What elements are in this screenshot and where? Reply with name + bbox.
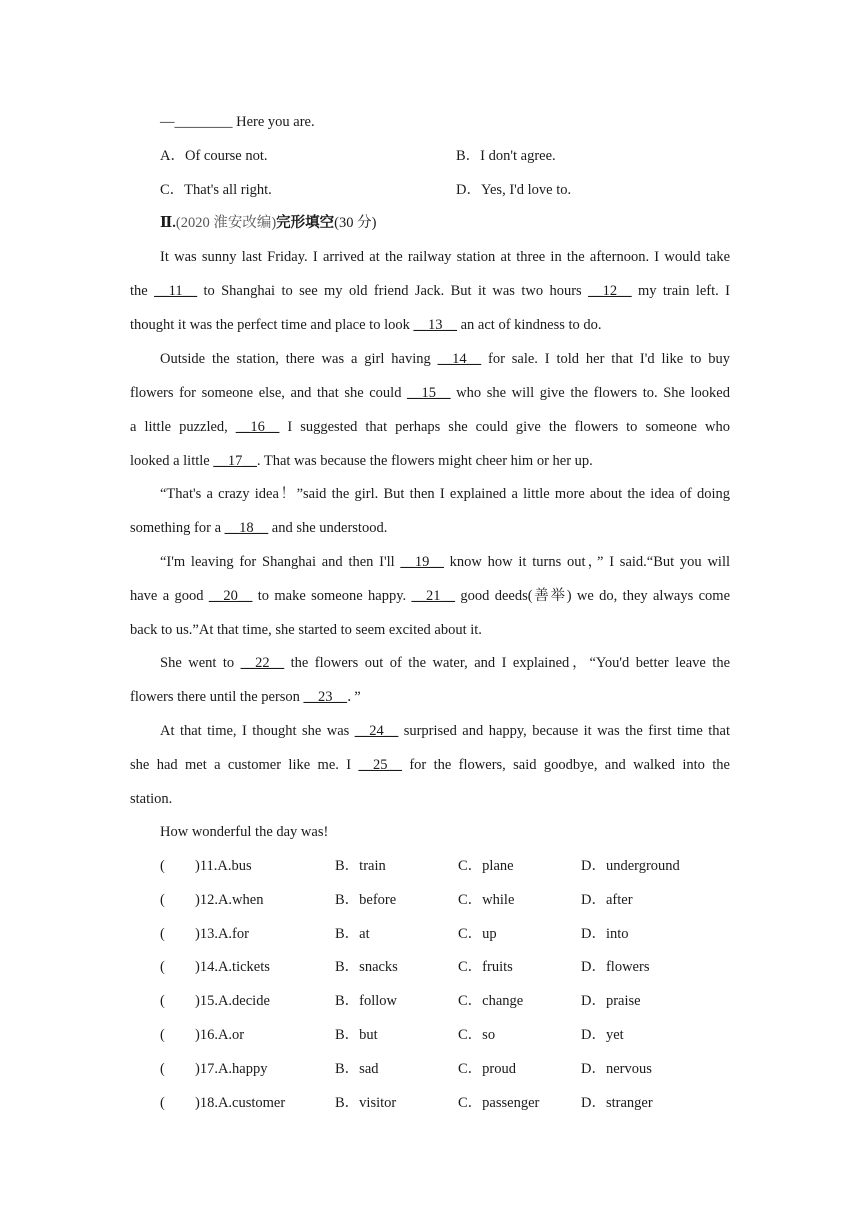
passage-line [130,281,730,301]
passage-text: She went to [160,655,241,671]
blank-number[interactable]: __18__ [224,520,269,536]
q10-option-c[interactable]: C．That's all right. [160,182,272,198]
answer-bracket[interactable]: ( [160,959,165,975]
passage-text: she had met a customer like me. I [130,757,359,773]
option-a[interactable]: )11.A.bus [195,858,252,874]
q10-option-a[interactable]: A．Of course not. [160,148,268,164]
passage-line [160,484,730,504]
answer-bracket[interactable]: ( [160,926,165,942]
option-c[interactable]: C．up [458,926,497,942]
passage-line [130,383,730,403]
option-d[interactable]: D．into [581,926,629,942]
option-c[interactable]: C．change [458,993,524,1009]
option-d[interactable]: D．after [581,892,633,908]
option-c[interactable]: C．so [458,1027,496,1043]
passage-line [130,789,730,809]
passage-text: to Shanghai to see my old friend Jack. But it was two hours [197,283,589,299]
blank-number[interactable]: __24__ [354,723,399,739]
option-b[interactable]: B．train [335,858,386,874]
section-heading [160,213,730,233]
option-b[interactable]: B．before [335,892,397,908]
option-c[interactable]: C．proud [458,1061,516,1077]
passage-text: How wonderful the day was! [160,824,329,840]
option-b[interactable]: B．sad [335,1061,379,1077]
option-a[interactable]: )15.A.decide [195,993,270,1009]
passage-line [130,451,730,471]
option-d[interactable]: D．underground [581,858,680,874]
answer-bracket[interactable]: ( [160,858,165,874]
passage-line [160,247,730,267]
passage-line [130,620,730,640]
section-score: (30 分) [334,215,377,231]
q10-reply-text: —________ Here you are. [160,114,315,130]
q10-options-row-1 [160,146,730,166]
passage-text: the flowers out of the water, and I explained，“You'd better leave the [284,655,731,671]
answer-bracket[interactable]: ( [160,892,165,908]
option-d[interactable]: D．yet [581,1027,624,1043]
passage-text: thought it was the perfect time and place to look [130,317,414,333]
passage-text: a little puzzled, [130,419,236,435]
option-b[interactable]: B．follow [335,993,398,1009]
passage-line [130,687,730,707]
passage-text: looked a little [130,453,214,469]
passage-line [130,518,730,538]
passage-line [160,822,730,842]
option-b[interactable]: B．at [335,926,370,942]
option-b[interactable]: B．visitor [335,1095,397,1111]
passage-line [160,552,730,572]
passage-text: flowers there until the person [130,689,304,705]
option-b[interactable]: B．but [335,1027,378,1043]
passage-text: and she understood. [268,520,388,536]
option-a[interactable]: )18.A.customer [195,1095,286,1111]
blank-number[interactable]: __11__ [154,283,198,299]
q10-reply [160,112,730,132]
option-b[interactable]: B．snacks [335,959,398,975]
passage-text: good deeds(善举) we do, they always come [455,588,730,604]
section-source: (2020 淮安改编) [175,215,277,231]
passage-text: flowers for someone else, and that she could [130,385,408,401]
passage-line [160,721,730,741]
blank-number[interactable]: __19__ [400,554,444,570]
passage-line [160,653,730,673]
q10-option-b[interactable]: B．I don't agree. [456,148,556,164]
option-d[interactable]: D．stranger [581,1095,653,1111]
q10-option-d[interactable]: D．Yes, I'd love to. [456,182,572,198]
passage-text: “I'm leaving for Shanghai and then I'll [160,554,401,570]
passage-line [130,315,730,335]
passage-text: my train left. I [631,283,730,299]
passage-line [160,349,730,369]
passage-line [130,755,730,775]
blank-number[interactable]: __25__ [358,757,402,773]
blank-number[interactable]: __13__ [413,317,457,333]
passage-text: the [130,283,155,299]
answer-bracket[interactable]: ( [160,1027,165,1043]
section-name: 完形填空 [276,215,335,231]
passage-text: who she will give the flowers to. She looked [450,385,730,401]
answer-bracket[interactable]: ( [160,1095,165,1111]
passage-text: It was sunny last Friday. I arrived at the railway station at three in the afternoon. I would take [160,249,730,265]
passage-text: Outside the station, there was a girl having [160,351,438,367]
passage-text: surprised and happy, because it was the first time that [398,723,730,739]
passage-text: to make someone happy. [252,588,412,604]
blank-number[interactable]: __14__ [437,351,482,367]
option-a[interactable]: )12.A.when [195,892,264,908]
section-numeral: Ⅱ. [160,215,176,231]
option-a[interactable]: )17.A.happy [195,1061,268,1077]
passage-text: for sale. I told her that I'd like to buy [481,351,730,367]
answer-bracket[interactable]: ( [160,993,165,1009]
passage-text: for the flowers, said goodbye, and walked into the [401,757,730,773]
blank-number[interactable]: __20__ [208,588,253,604]
q10-options-row-2 [160,180,730,200]
blank-number[interactable]: __22__ [240,655,285,671]
option-c[interactable]: C．while [458,892,515,908]
passage-text: back to us.”At that time, she started to seem excited about it. [130,622,482,638]
passage-text: “That's a crazy idea！”said the girl. But then I explained a little more about the idea of doing [160,486,730,502]
passage-text: have a good [130,588,209,604]
answer-bracket[interactable]: ( [160,1061,165,1077]
option-c[interactable]: C．fruits [458,959,513,975]
blank-number[interactable]: __23__ [303,689,348,705]
passage-text: something for a [130,520,225,536]
passage-text: I suggested that perhaps she could give the flowers to someone who [279,419,730,435]
option-c[interactable]: C．passenger [458,1095,540,1111]
option-d[interactable]: D．nervous [581,1061,652,1077]
option-a[interactable]: )14.A.tickets [195,959,270,975]
option-d[interactable]: D．flowers [581,959,650,975]
passage-text: ．” [347,689,361,705]
passage-text: station. [130,791,173,807]
blank-number[interactable]: __17__ [213,453,257,469]
blank-number[interactable]: __16__ [235,419,280,435]
passage-text: an act of kindness to do. [456,317,602,333]
option-c[interactable]: C．plane [458,858,514,874]
passage-text: . That was because the flowers might cheer him or her up. [256,453,593,469]
blank-number[interactable]: __15__ [407,385,451,401]
passage-line [130,417,730,437]
passage-line [130,586,730,606]
passage-text: know how it turns out，” I said.“But you will [443,554,730,570]
passage-text: At that time, I thought she was [160,723,355,739]
option-a[interactable]: )13.A.for [195,926,249,942]
option-d[interactable]: D．praise [581,993,641,1009]
blank-number[interactable]: __21__ [411,588,455,604]
blank-number[interactable]: __12__ [588,283,632,299]
option-a[interactable]: )16.A.or [195,1027,245,1043]
